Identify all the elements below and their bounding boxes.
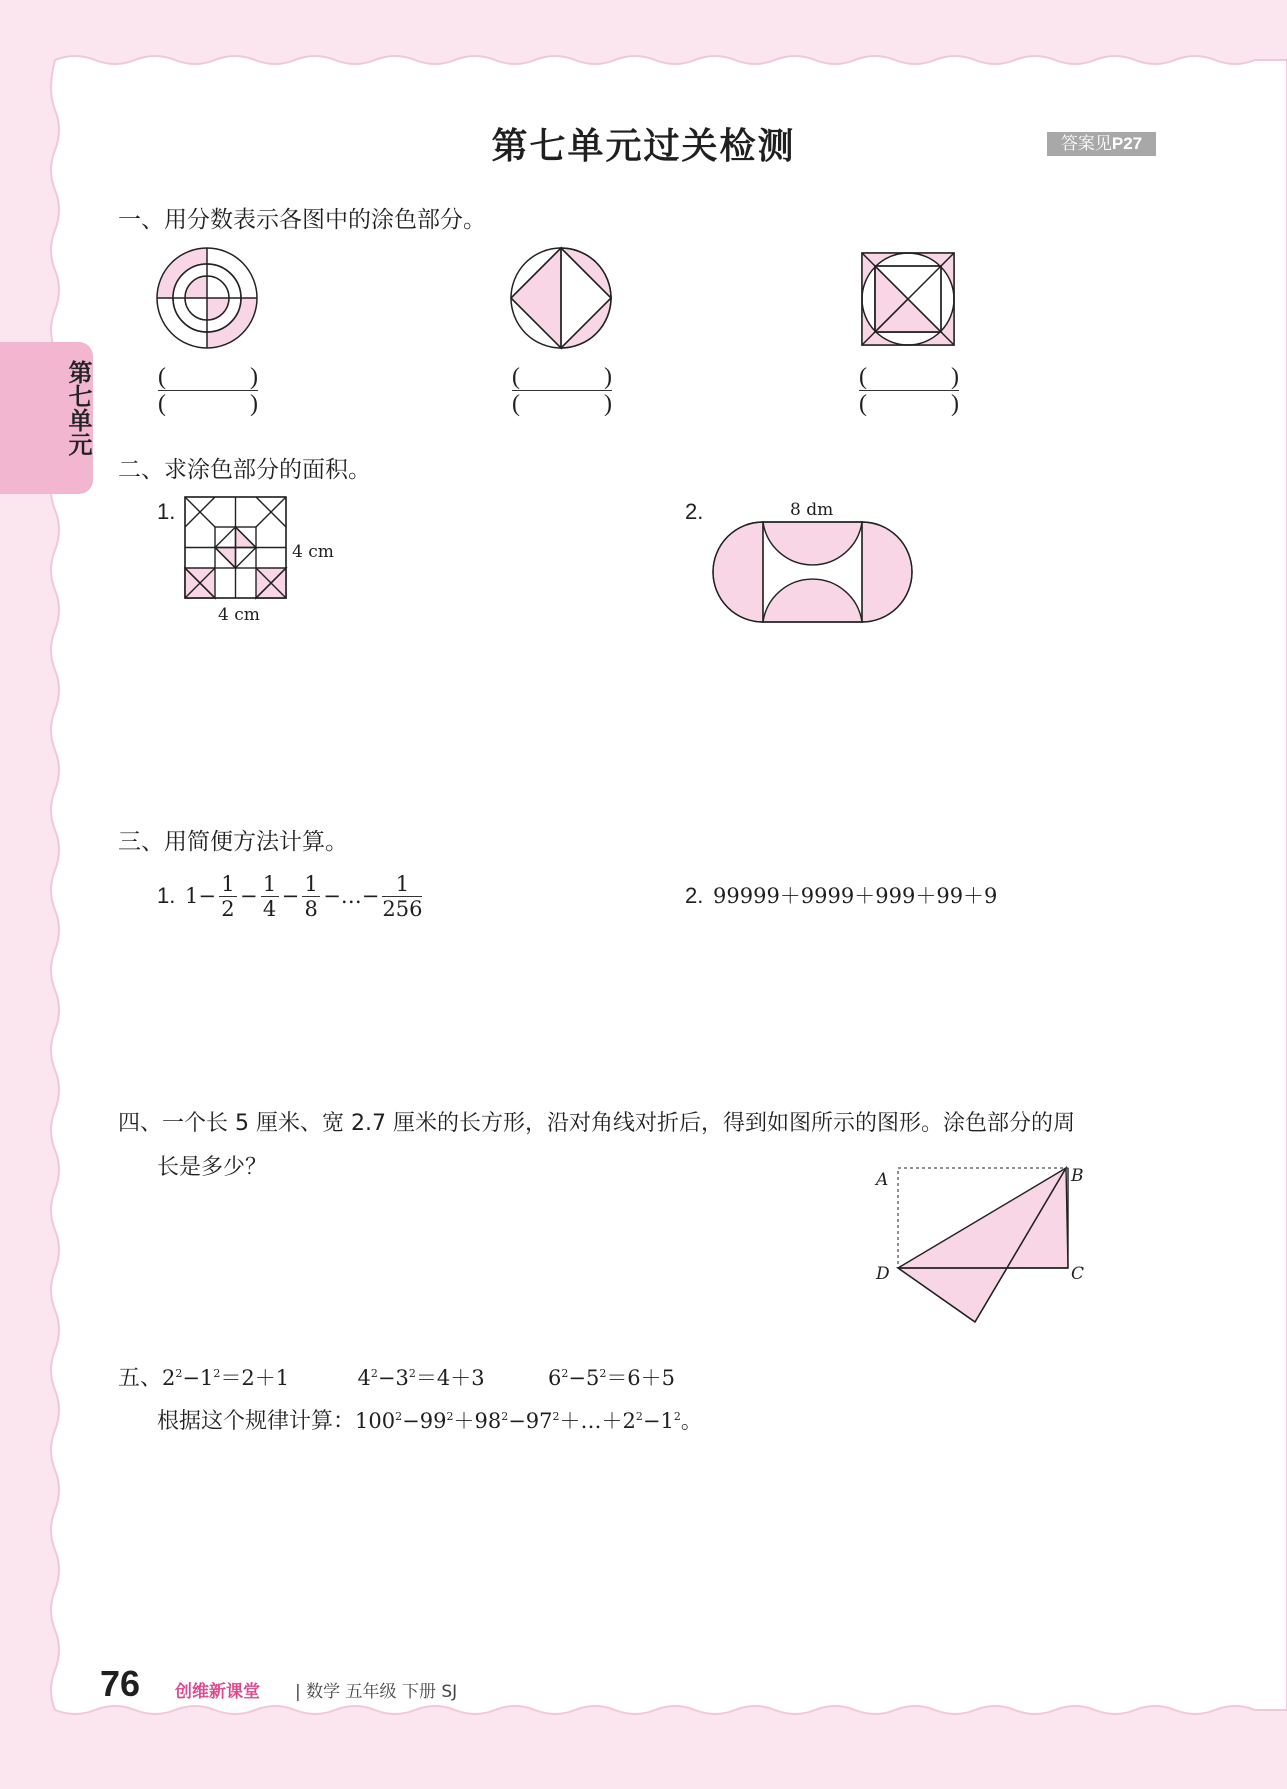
q2-heading: 二、求涂色部分的面积。: [118, 457, 371, 483]
ellipsis: ＋…＋: [559, 1409, 623, 1433]
exponent: 2: [599, 1367, 607, 1380]
q5-prefix: 五、: [118, 1366, 163, 1391]
expr-start: 1−: [185, 884, 216, 908]
term: 3: [395, 1366, 409, 1390]
page-number: 76: [100, 1663, 141, 1704]
fraction: [382, 872, 422, 921]
q1-figure-rings: [152, 243, 262, 353]
rhs: ＝6＋5: [606, 1366, 676, 1390]
minus-sign: −: [568, 1366, 586, 1390]
q1-answer-blank-3[interactable]: [859, 364, 959, 417]
point-label-b: B: [1071, 1166, 1084, 1186]
paren-close: ): [250, 391, 258, 417]
q5-line2: [157, 1404, 702, 1435]
answer-ref-label: 答案见: [1060, 134, 1112, 154]
exponent: 2: [395, 1410, 403, 1423]
q1-answer-blank-2[interactable]: [512, 364, 612, 417]
q3-item2-expression: 99999＋9999＋999＋99＋9: [713, 884, 998, 908]
minus-sign: −: [642, 1409, 661, 1433]
fraction-numerator: 1: [395, 871, 410, 896]
term: 1: [200, 1366, 214, 1390]
point-label-c: C: [1071, 1264, 1085, 1284]
term: 97: [525, 1409, 553, 1433]
minus-sign: −: [508, 1409, 526, 1433]
q2-item1-label: 1.: [157, 499, 176, 524]
q4-heading-line2: 长是多少？: [157, 1155, 268, 1180]
term: 98: [474, 1409, 502, 1433]
footer-brand: 创维新课堂: [175, 1682, 260, 1702]
plus-sign: ＋: [453, 1409, 475, 1433]
fraction: [261, 872, 279, 921]
q3-heading: 三、用简便方法计算。: [118, 829, 348, 855]
answer-reference-badge: [1047, 132, 1156, 156]
minus-sign: −: [377, 1366, 396, 1390]
exponent: 2: [561, 1367, 569, 1380]
term: 4: [357, 1366, 371, 1390]
footer-book-info: | 数学 五年级 下册 SJ: [295, 1682, 458, 1702]
paren-close: ): [604, 364, 612, 390]
exponent: 2: [552, 1410, 560, 1423]
paren-close: ): [951, 364, 959, 390]
fraction-numerator: 1: [304, 871, 318, 896]
exponent: 2: [673, 1410, 681, 1423]
term: 2: [622, 1409, 636, 1433]
q1-heading: 一、用分数表示各图中的涂色部分。: [118, 207, 486, 233]
term: 5: [585, 1366, 600, 1390]
minus-sign: −: [281, 884, 300, 908]
q5-line1: [118, 1361, 675, 1392]
paren-open: (: [859, 364, 867, 390]
point-label-d: D: [876, 1264, 890, 1284]
term: 2: [162, 1366, 176, 1390]
fraction-numerator: 1: [221, 871, 235, 896]
fraction: [302, 872, 320, 921]
paren-open: (: [158, 364, 166, 390]
q4-heading-line1: 四、一个长 5 厘米、宽 2.7 厘米的长方形，沿对角线对折后，得到如图所示的图形。涂色部分的周: [118, 1111, 1075, 1136]
q2-item2-label: 2.: [685, 499, 704, 524]
fraction-denominator: 2: [221, 896, 235, 921]
q2-figure-1: [184, 496, 288, 600]
q1-answer-blank-1[interactable]: [158, 364, 258, 417]
term: 1: [660, 1409, 674, 1433]
exponent: 2: [446, 1410, 454, 1423]
paren-open: (: [859, 391, 867, 417]
exponent: 2: [175, 1367, 183, 1380]
term: 99: [419, 1409, 447, 1433]
term: 100: [355, 1409, 396, 1433]
page-title: 第七单元过关检测: [491, 126, 796, 167]
fraction-denominator: 8: [304, 896, 318, 921]
paren-close: ): [604, 391, 612, 417]
point-label-a: A: [876, 1170, 889, 1190]
rhs: ＝2＋1: [220, 1366, 290, 1390]
minus-sign: −: [402, 1409, 420, 1433]
fraction-denominator: 256: [382, 896, 423, 921]
q1-figure-circle-diamond: [506, 243, 616, 353]
exponent: 2: [370, 1367, 378, 1380]
q2-item1-side-label: 4 cm: [292, 542, 334, 562]
term: 6: [547, 1366, 562, 1390]
exponent: 2: [501, 1410, 509, 1423]
answer-ref-page: P27: [1111, 134, 1143, 153]
minus-sign: −: [239, 884, 258, 908]
fraction-denominator: 4: [262, 896, 277, 921]
q4-figure-folded-rectangle: [872, 1165, 1092, 1325]
q3-item2-label: 2.: [685, 883, 704, 908]
q5-line2-prefix: 根据这个规律计算：: [157, 1409, 356, 1434]
q1-figure-square-circle: [860, 251, 956, 347]
q3-item1-expression: [185, 866, 425, 926]
fraction-numerator: 1: [262, 871, 277, 896]
paren-close: ): [250, 364, 258, 390]
rhs: ＝4＋3: [415, 1366, 485, 1390]
ellipsis: −…−: [323, 884, 380, 908]
paren-open: (: [512, 391, 520, 417]
side-chapter-tab: [0, 342, 93, 494]
exponent: 2: [408, 1367, 416, 1380]
q2-item1-bottom-label: 4 cm: [218, 605, 260, 625]
minus-sign: −: [182, 1366, 200, 1390]
paren-open: (: [512, 364, 520, 390]
exponent: 2: [635, 1410, 643, 1423]
q2-item2-top-label: 8 dm: [790, 500, 834, 520]
exponent: 2: [213, 1367, 221, 1380]
period: 。: [680, 1409, 702, 1433]
side-tab-label: 第七单元: [64, 360, 92, 456]
fraction: [219, 872, 237, 921]
paren-close: ): [951, 391, 959, 417]
q3-item1-label: 1.: [157, 883, 176, 908]
paren-open: (: [158, 391, 166, 417]
q2-figure-2: [710, 520, 915, 625]
